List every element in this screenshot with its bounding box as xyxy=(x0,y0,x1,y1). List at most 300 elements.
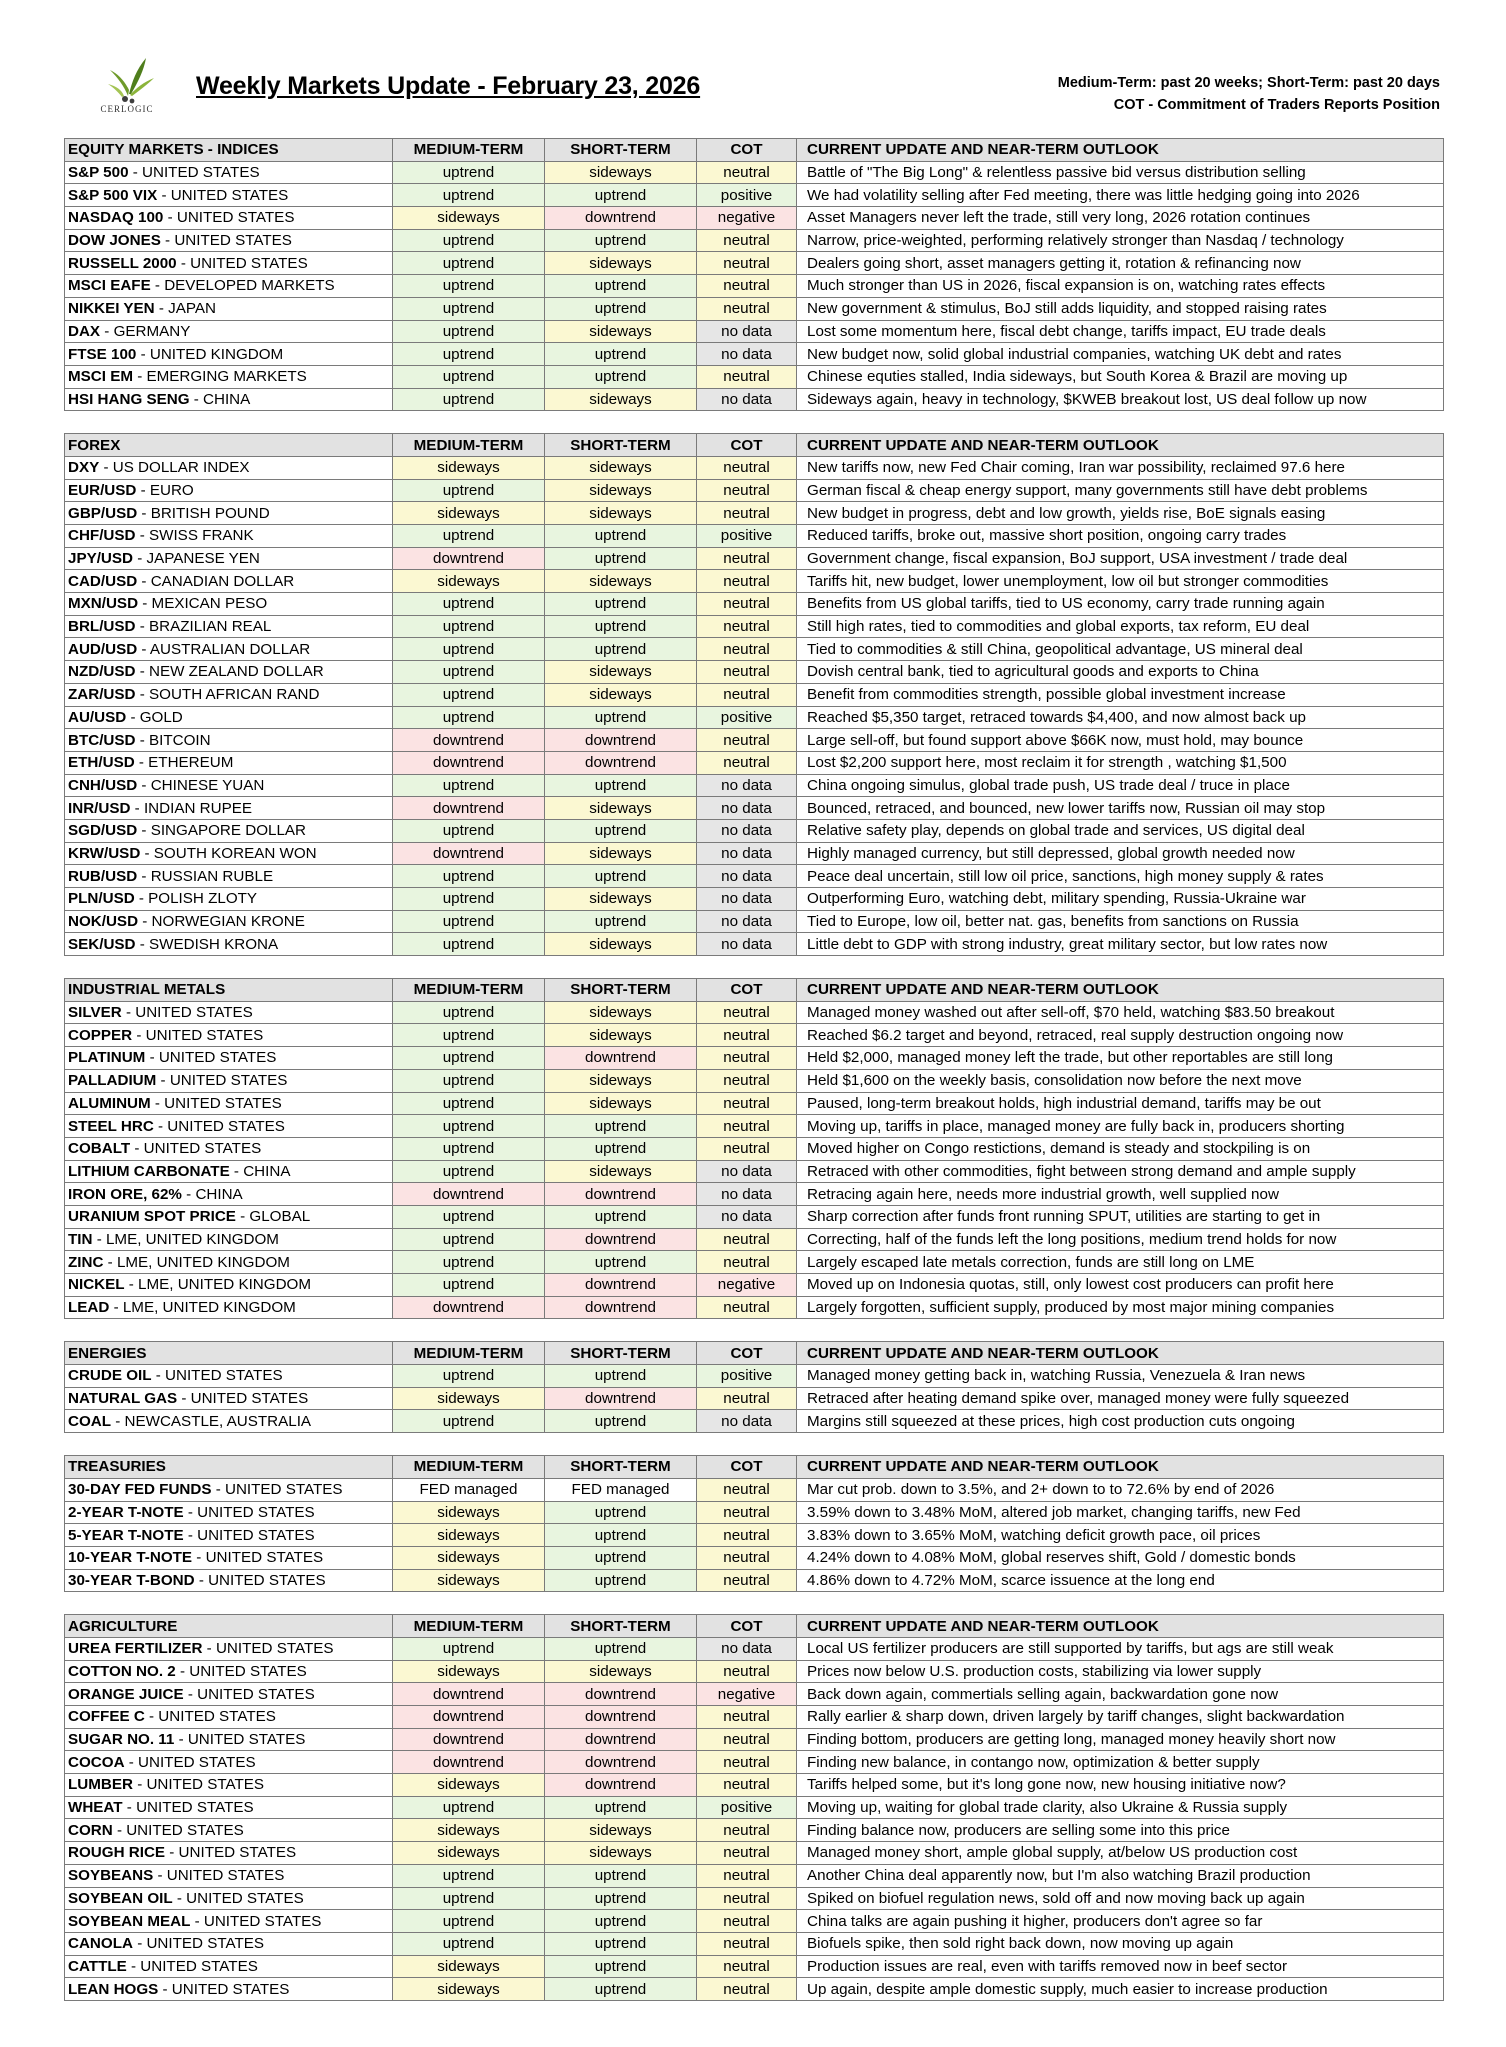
cot-cell: neutral xyxy=(697,456,797,479)
instrument-name xyxy=(65,797,393,820)
instrument-symbol: CRUDE OIL xyxy=(68,1367,152,1385)
instrument-symbol: BTC/USD xyxy=(68,731,136,749)
instrument-region: UNITED STATES xyxy=(145,1026,264,1044)
instrument-name xyxy=(65,1183,393,1206)
outlook-cell: Rally earlier & sharp down, driven largely by tariff changes, slight backwardation xyxy=(797,1706,1444,1729)
instrument-symbol: NASDAQ 100 xyxy=(68,209,164,227)
table-row xyxy=(65,1160,1444,1183)
instrument-symbol: URANIUM SPOT PRICE xyxy=(68,1208,236,1226)
short-term-cell: downtrend xyxy=(545,1774,697,1797)
section-title: FOREX xyxy=(65,434,393,457)
instrument-name xyxy=(65,1251,393,1274)
instrument-symbol: FTSE 100 xyxy=(68,345,137,363)
cot-cell: neutral xyxy=(697,1092,797,1115)
medium-term-cell: uptrend xyxy=(393,297,545,320)
name-separator: - xyxy=(126,708,140,726)
instrument-name xyxy=(65,819,393,842)
name-separator: - xyxy=(137,640,150,658)
short-term-cell: uptrend xyxy=(545,1910,697,1933)
name-separator: - xyxy=(134,754,149,772)
instrument-region: UNITED STATES xyxy=(146,1776,265,1794)
instrument-name xyxy=(65,1774,393,1797)
medium-term-cell: uptrend xyxy=(393,365,545,388)
instrument-name xyxy=(65,456,393,479)
cot-cell: neutral xyxy=(697,638,797,661)
short-term-cell: downtrend xyxy=(545,751,697,774)
instrument-symbol: 5-YEAR T-NOTE xyxy=(68,1526,184,1544)
medium-term-cell: sideways xyxy=(393,1569,545,1592)
table-row xyxy=(65,1978,1444,2001)
table-row xyxy=(65,797,1444,820)
instrument-symbol: 10-YEAR T-NOTE xyxy=(68,1549,193,1567)
short-term-cell: uptrend xyxy=(545,1932,697,1955)
name-separator: - xyxy=(181,1185,196,1203)
short-term-cell: sideways xyxy=(545,252,697,275)
short-term-cell: uptrend xyxy=(545,593,697,616)
cot-cell: neutral xyxy=(697,593,797,616)
instrument-symbol: SOYBEAN OIL xyxy=(68,1889,173,1907)
cot-cell: neutral xyxy=(697,683,797,706)
cot-cell: no data xyxy=(697,343,797,366)
instrument-region: UNITED STATES xyxy=(197,1503,315,1521)
name-separator: - xyxy=(135,527,149,545)
name-separator: - xyxy=(132,1776,147,1794)
instrument-name xyxy=(65,1819,393,1842)
leaf-logo-icon xyxy=(88,56,166,104)
short-term-cell: downtrend xyxy=(545,1387,697,1410)
cot-cell: no data xyxy=(697,1637,797,1660)
medium-term-cell: uptrend xyxy=(393,1637,545,1660)
table-row xyxy=(65,1910,1444,1933)
short-term-cell: sideways xyxy=(545,570,697,593)
short-term-header: SHORT-TERM xyxy=(545,434,697,457)
medium-term-cell: uptrend xyxy=(393,933,545,956)
medium-term-cell: uptrend xyxy=(393,1410,545,1433)
name-separator: - xyxy=(137,776,151,794)
outlook-cell: Moving up, waiting for global trade clarity, also Ukraine & Russia supply xyxy=(797,1796,1444,1819)
cot-cell: neutral xyxy=(697,297,797,320)
section-table xyxy=(64,978,1444,1319)
instrument-name xyxy=(65,933,393,956)
cot-cell: neutral xyxy=(697,1978,797,2001)
medium-term-cell: uptrend xyxy=(393,161,545,184)
instrument-name xyxy=(65,1751,393,1774)
name-separator: - xyxy=(134,890,149,908)
outlook-cell: Relative safety play, depends on global trade and services, US digital deal xyxy=(797,819,1444,842)
section-table xyxy=(64,1455,1444,1592)
instrument-region: INDIAN RUPEE xyxy=(143,799,252,817)
outlook-cell: Held $2,000, managed money left the trade, but other reportables are still long xyxy=(797,1047,1444,1070)
outlook-cell: New government & stimulus, BoJ still adds liquidity, and stopped raising rates xyxy=(797,297,1444,320)
instrument-symbol: SOYBEANS xyxy=(68,1867,154,1885)
outlook-cell: Finding bottom, producers are getting long, managed money heavily short now xyxy=(797,1728,1444,1751)
table-row xyxy=(65,1728,1444,1751)
short-term-cell: uptrend xyxy=(545,1205,697,1228)
name-separator: - xyxy=(135,618,149,636)
medium-term-cell: uptrend xyxy=(393,275,545,298)
instrument-symbol: MSCI EAFE xyxy=(68,277,151,295)
instrument-name xyxy=(65,910,393,933)
instrument-symbol: SUGAR NO. 11 xyxy=(68,1731,175,1749)
cot-cell: neutral xyxy=(697,729,797,752)
outlook-header: CURRENT UPDATE AND NEAR-TERM OUTLOOK xyxy=(797,979,1444,1002)
table-row xyxy=(65,1387,1444,1410)
medium-term-header: MEDIUM-TERM xyxy=(393,979,545,1002)
outlook-cell: 3.59% down to 3.48% MoM, altered job market, changing tariffs, new Fed xyxy=(797,1501,1444,1524)
instrument-region: NEW ZEALAND DOLLAR xyxy=(149,663,324,681)
name-separator: - xyxy=(124,1753,139,1771)
short-term-cell: downtrend xyxy=(545,1683,697,1706)
outlook-cell: Peace deal uncertain, still low oil price, sanctions, high money supply & rates xyxy=(797,865,1444,888)
outlook-cell: Tariffs hit, new budget, lower unemployment, low oil but stronger commodities xyxy=(797,570,1444,593)
name-separator: - xyxy=(165,1844,179,1862)
instrument-name xyxy=(65,774,393,797)
cot-cell: neutral xyxy=(697,275,797,298)
instrument-symbol: NZD/USD xyxy=(68,663,136,681)
table-row xyxy=(65,1864,1444,1887)
medium-term-header: MEDIUM-TERM xyxy=(393,1342,545,1365)
short-term-cell: downtrend xyxy=(545,1274,697,1297)
medium-term-cell: downtrend xyxy=(393,1751,545,1774)
cot-cell: no data xyxy=(697,797,797,820)
outlook-cell: Margins still squeezed at these prices, high cost production cuts ongoing xyxy=(797,1410,1444,1433)
instrument-symbol: DXY xyxy=(68,459,100,477)
instrument-region: UNITED STATES xyxy=(143,1140,262,1158)
table-row xyxy=(65,570,1444,593)
outlook-cell: Much stronger than US in 2026, fiscal expansion is on, watching rates effects xyxy=(797,275,1444,298)
cot-cell: neutral xyxy=(697,1932,797,1955)
instrument-region: UNITED STATES xyxy=(224,1481,343,1499)
name-separator: - xyxy=(183,1526,198,1544)
instrument-symbol: UREA FERTILIZER xyxy=(68,1640,203,1658)
instrument-name xyxy=(65,638,393,661)
cot-cell: neutral xyxy=(697,252,797,275)
short-term-cell: uptrend xyxy=(545,1864,697,1887)
instrument-symbol: PALLADIUM xyxy=(68,1072,157,1090)
instrument-name xyxy=(65,229,393,252)
outlook-cell: Retraced with other commodities, fight between strong demand and ample supply xyxy=(797,1160,1444,1183)
short-term-cell: downtrend xyxy=(545,1183,697,1206)
instrument-region: AUSTRALIAN DOLLAR xyxy=(149,640,311,658)
instrument-name xyxy=(65,343,393,366)
cot-cell: neutral xyxy=(697,1001,797,1024)
short-term-cell: uptrend xyxy=(545,910,697,933)
outlook-cell: Production issues are real, even with tariffs removed now in beef sector xyxy=(797,1955,1444,1978)
medium-term-cell: sideways xyxy=(393,1819,545,1842)
instrument-region: UNITED STATES xyxy=(187,1731,306,1749)
section-table xyxy=(64,433,1444,956)
instrument-region: CHINA xyxy=(195,1185,243,1203)
outlook-cell: Dealers going short, asset managers getting it, rotation & refinancing now xyxy=(797,252,1444,275)
instrument-name xyxy=(65,1160,393,1183)
table-row xyxy=(65,706,1444,729)
name-separator: - xyxy=(135,935,150,953)
name-separator: - xyxy=(151,1367,166,1385)
instrument-region: SOUTH KOREAN WON xyxy=(153,844,317,862)
instrument-name xyxy=(65,888,393,911)
instrument-region: ETHEREUM xyxy=(148,754,234,772)
medium-term-cell: sideways xyxy=(393,502,545,525)
instrument-region: UNITED STATES xyxy=(208,1571,326,1589)
instrument-region: LME, UNITED KINGDOM xyxy=(116,1253,290,1271)
medium-term-cell: sideways xyxy=(393,1955,545,1978)
outlook-cell: Retraced after heating demand spike over, managed money were fully squeezed xyxy=(797,1387,1444,1410)
table-row xyxy=(65,751,1444,774)
instrument-region: UNITED STATES xyxy=(169,1072,288,1090)
table-row xyxy=(65,1069,1444,1092)
short-term-cell: uptrend xyxy=(545,1251,697,1274)
instrument-symbol: NIKKEI YEN xyxy=(68,300,155,318)
name-separator: - xyxy=(137,572,151,590)
cot-cell: neutral xyxy=(697,1660,797,1683)
instrument-region: UNITED STATES xyxy=(126,1821,244,1839)
instrument-symbol: AU/USD xyxy=(68,708,127,726)
medium-term-cell: uptrend xyxy=(393,252,545,275)
outlook-cell: Battle of "The Big Long" & relentless passive bid versus distribution selling xyxy=(797,161,1444,184)
instrument-name xyxy=(65,729,393,752)
table-row xyxy=(65,388,1444,411)
table-row xyxy=(65,229,1444,252)
medium-term-cell: uptrend xyxy=(393,774,545,797)
outlook-cell: Asset Managers never left the trade, still very long, 2026 rotation continues xyxy=(797,207,1444,230)
outlook-cell: China ongoing simulus, global trade push, US trade deal / truce in place xyxy=(797,774,1444,797)
instrument-name xyxy=(65,1387,393,1410)
instrument-region: BRITISH POUND xyxy=(150,504,270,522)
short-term-cell: uptrend xyxy=(545,1955,697,1978)
outlook-cell: New budget now, solid global industrial companies, watching UK debt and rates xyxy=(797,343,1444,366)
medium-term-header: MEDIUM-TERM xyxy=(393,139,545,162)
section-header-row xyxy=(65,1342,1444,1365)
outlook-cell: New budget in progress, debt and low growth, yields rise, BoE signals easing xyxy=(797,502,1444,525)
cot-cell: neutral xyxy=(697,1137,797,1160)
name-separator: - xyxy=(122,1799,137,1817)
cot-cell: positive xyxy=(697,1365,797,1388)
name-separator: - xyxy=(189,390,204,408)
name-separator: - xyxy=(145,1049,159,1067)
cot-cell: neutral xyxy=(697,1706,797,1729)
medium-term-cell: sideways xyxy=(393,1387,545,1410)
short-term-cell: uptrend xyxy=(545,547,697,570)
name-separator: - xyxy=(138,913,152,931)
instrument-name xyxy=(65,1501,393,1524)
outlook-cell: 3.83% down to 3.65% MoM, watching deficit growth pace, oil prices xyxy=(797,1524,1444,1547)
section-header-row xyxy=(65,979,1444,1002)
instrument-region: US DOLLAR INDEX xyxy=(112,459,250,477)
medium-term-cell: sideways xyxy=(393,1774,545,1797)
instrument-region: UNITED STATES xyxy=(215,1640,334,1658)
short-term-cell: sideways xyxy=(545,320,697,343)
instrument-symbol: MXN/USD xyxy=(68,595,139,613)
name-separator: - xyxy=(121,1004,136,1022)
instrument-symbol: ZAR/USD xyxy=(68,686,136,704)
instrument-region: JAPANESE YEN xyxy=(146,550,260,568)
instrument-region: UNITED STATES xyxy=(158,1049,277,1067)
medium-term-cell: sideways xyxy=(393,1501,545,1524)
table-row xyxy=(65,1092,1444,1115)
instrument-name xyxy=(65,751,393,774)
table-row xyxy=(65,661,1444,684)
outlook-cell: Moved up on Indonesia quotas, still, only lowest cost producers can profit here xyxy=(797,1274,1444,1297)
instrument-name xyxy=(65,1706,393,1729)
cot-cell: neutral xyxy=(697,1955,797,1978)
outlook-cell: Lost $2,200 support here, most reclaim it for strength , watching $1,500 xyxy=(797,751,1444,774)
outlook-cell: Chinese equties stalled, India sideways, but South Korea & Brazil are moving up xyxy=(797,365,1444,388)
instrument-region: UNITED STATES xyxy=(164,1094,282,1112)
cot-header: COT xyxy=(697,434,797,457)
instrument-name xyxy=(65,297,393,320)
outlook-cell: Largely forgotten, sufficient supply, produced by most major mining companies xyxy=(797,1296,1444,1319)
outlook-header: CURRENT UPDATE AND NEAR-TERM OUTLOOK xyxy=(797,434,1444,457)
medium-term-header: MEDIUM-TERM xyxy=(393,1456,545,1479)
medium-term-cell: uptrend xyxy=(393,1887,545,1910)
instrument-name xyxy=(65,1887,393,1910)
short-term-cell: uptrend xyxy=(545,525,697,548)
outlook-cell: Mar cut prob. down to 3.5%, and 2+ down to to 72.6% by end of 2026 xyxy=(797,1478,1444,1501)
short-term-cell: uptrend xyxy=(545,275,697,298)
medium-term-cell: FED managed xyxy=(393,1478,545,1501)
instrument-symbol: AUD/USD xyxy=(68,640,138,658)
table-row xyxy=(65,729,1444,752)
short-term-cell: sideways xyxy=(545,842,697,865)
medium-term-cell: sideways xyxy=(393,1524,545,1547)
outlook-cell: Managed money short, ample global supply, at/below US production cost xyxy=(797,1842,1444,1865)
medium-term-cell: uptrend xyxy=(393,1251,545,1274)
name-separator: - xyxy=(138,595,152,613)
instrument-region: BRAZILIAN REAL xyxy=(149,618,272,636)
instrument-name xyxy=(65,1796,393,1819)
table-row xyxy=(65,865,1444,888)
cot-cell: positive xyxy=(697,184,797,207)
instrument-region: NORWEGIAN KRONE xyxy=(151,913,305,931)
cot-cell: no data xyxy=(697,933,797,956)
instrument-name xyxy=(65,1274,393,1297)
outlook-cell: Benefits from US global tariffs, tied to US economy, carry trade running again xyxy=(797,593,1444,616)
cot-cell: neutral xyxy=(697,1774,797,1797)
instrument-region: UNITED STATES xyxy=(138,1753,256,1771)
name-separator: - xyxy=(132,1026,146,1044)
medium-term-cell: downtrend xyxy=(393,547,545,570)
section-header-row xyxy=(65,1456,1444,1479)
instrument-name xyxy=(65,842,393,865)
short-term-cell: sideways xyxy=(545,797,697,820)
medium-term-cell: downtrend xyxy=(393,797,545,820)
instrument-region: UNITED STATES xyxy=(158,1708,276,1726)
instrument-name xyxy=(65,1137,393,1160)
cot-cell: no data xyxy=(697,320,797,343)
name-separator: - xyxy=(137,504,151,522)
cot-cell: neutral xyxy=(697,479,797,502)
name-separator: - xyxy=(202,1640,216,1658)
cot-cell: neutral xyxy=(697,1910,797,1933)
short-term-cell: uptrend xyxy=(545,297,697,320)
table-row xyxy=(65,1274,1444,1297)
short-term-header: SHORT-TERM xyxy=(545,1456,697,1479)
cot-note: COT - Commitment of Traders Reports Position xyxy=(1113,97,1440,113)
medium-term-cell: uptrend xyxy=(393,683,545,706)
instrument-symbol: PLATINUM xyxy=(68,1049,146,1067)
short-term-cell: uptrend xyxy=(545,865,697,888)
instrument-name xyxy=(65,1228,393,1251)
table-row xyxy=(65,343,1444,366)
short-term-cell: uptrend xyxy=(545,1637,697,1660)
instrument-name xyxy=(65,1205,393,1228)
medium-term-cell: uptrend xyxy=(393,229,545,252)
instrument-symbol: NICKEL xyxy=(68,1276,125,1294)
instrument-symbol: NATURAL GAS xyxy=(68,1390,178,1408)
name-separator: - xyxy=(154,300,169,318)
table-row xyxy=(65,774,1444,797)
short-term-cell: sideways xyxy=(545,1092,697,1115)
name-separator: - xyxy=(137,867,151,885)
outlook-cell: Moved higher on Congo restictions, demand is steady and stockpiling is on xyxy=(797,1137,1444,1160)
instrument-name xyxy=(65,1024,393,1047)
short-term-cell: uptrend xyxy=(545,343,697,366)
instrument-name xyxy=(65,865,393,888)
name-separator: - xyxy=(103,1253,117,1271)
instrument-symbol: CANOLA xyxy=(68,1935,133,1953)
name-separator: - xyxy=(130,799,144,817)
medium-term-cell: uptrend xyxy=(393,1228,545,1251)
table-row xyxy=(65,479,1444,502)
outlook-header: CURRENT UPDATE AND NEAR-TERM OUTLOOK xyxy=(797,1342,1444,1365)
medium-term-cell: sideways xyxy=(393,207,545,230)
name-separator: - xyxy=(99,459,113,477)
short-term-header: SHORT-TERM xyxy=(545,979,697,1002)
instrument-region: UNITED STATES xyxy=(190,254,308,272)
instrument-symbol: CHF/USD xyxy=(68,527,136,545)
outlook-cell: Outperforming Euro, watching debt, military spending, Russia-Ukraine war xyxy=(797,888,1444,911)
cot-cell: no data xyxy=(697,842,797,865)
medium-term-cell: downtrend xyxy=(393,1683,545,1706)
table-row xyxy=(65,1932,1444,1955)
name-separator: - xyxy=(194,1571,209,1589)
section-header-row xyxy=(65,434,1444,457)
cot-cell: neutral xyxy=(697,751,797,774)
table-row xyxy=(65,1205,1444,1228)
instrument-region: GOLD xyxy=(139,708,183,726)
instrument-symbol: CATTLE xyxy=(68,1957,127,1975)
page-header xyxy=(0,0,1506,135)
instrument-symbol: DOW JONES xyxy=(68,232,161,250)
cot-cell: neutral xyxy=(697,1864,797,1887)
table-row xyxy=(65,819,1444,842)
section-title: TREASURIES xyxy=(65,1456,393,1479)
table-row xyxy=(65,1774,1444,1797)
section-header-row xyxy=(65,1615,1444,1638)
cot-cell: no data xyxy=(697,1205,797,1228)
instrument-symbol: INR/USD xyxy=(68,799,131,817)
table-row xyxy=(65,1819,1444,1842)
medium-term-cell: uptrend xyxy=(393,1047,545,1070)
instrument-name xyxy=(65,1092,393,1115)
cot-cell: neutral xyxy=(697,1478,797,1501)
instrument-region: UNITED KINGDOM xyxy=(149,345,284,363)
instrument-symbol: TIN xyxy=(68,1230,93,1248)
outlook-cell: Bounced, retraced, and bounced, new lower tariffs now, Russian oil may stop xyxy=(797,797,1444,820)
outlook-cell: German fiscal & cheap energy support, many governments still have debt problems xyxy=(797,479,1444,502)
instrument-symbol: CORN xyxy=(68,1821,113,1839)
instrument-region: EMERGING MARKETS xyxy=(146,368,307,386)
section-title: AGRICULTURE xyxy=(65,1615,393,1638)
instrument-name xyxy=(65,1910,393,1933)
section-title: ENERGIES xyxy=(65,1342,393,1365)
instrument-symbol: GBP/USD xyxy=(68,504,138,522)
short-term-cell: uptrend xyxy=(545,184,697,207)
short-term-cell: uptrend xyxy=(545,1365,697,1388)
outlook-cell: Reached $6.2 target and beyond, retraced, real supply destruction ongoing now xyxy=(797,1024,1444,1047)
name-separator: - xyxy=(132,368,147,386)
instrument-name xyxy=(65,388,393,411)
